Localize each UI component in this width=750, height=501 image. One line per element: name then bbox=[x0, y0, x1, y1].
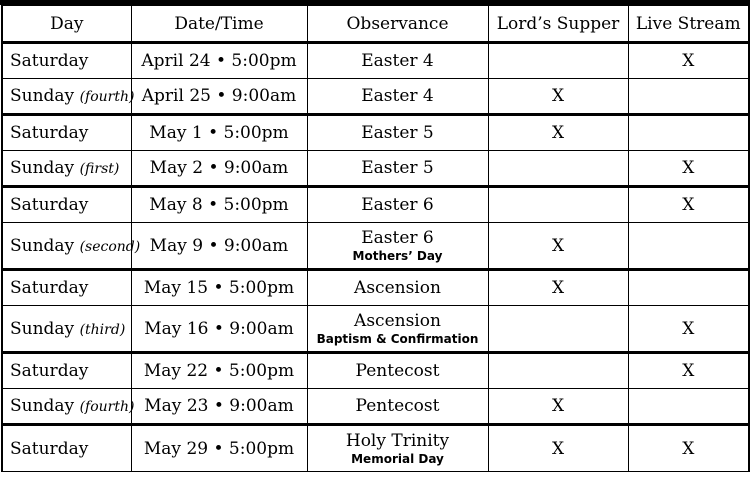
day-name: Sunday bbox=[10, 396, 80, 416]
observance-name: Holy Trinity bbox=[345, 430, 450, 451]
cell-observance bbox=[307, 353, 488, 389]
day-name: Saturday bbox=[10, 195, 89, 215]
worship-schedule-table bbox=[1, 5, 750, 472]
cell-lords-supper bbox=[488, 151, 628, 187]
day-name: Sunday bbox=[10, 235, 80, 256]
observance-name: Ascension bbox=[354, 278, 441, 298]
table-row bbox=[2, 306, 749, 353]
observance-name: Easter 4 bbox=[361, 86, 434, 106]
table-row bbox=[2, 79, 749, 115]
column-header-live-stream: Live Stream bbox=[628, 6, 749, 43]
observance-name: Pentecost bbox=[355, 396, 440, 416]
cell-live-stream bbox=[628, 115, 749, 151]
cell-day bbox=[2, 79, 135, 115]
cell-day bbox=[2, 389, 135, 425]
cell-live-stream bbox=[628, 223, 749, 270]
cell-day bbox=[2, 223, 141, 270]
cell-live-stream bbox=[628, 270, 749, 306]
cell-live-stream: X bbox=[628, 306, 749, 353]
day-name: Saturday bbox=[10, 438, 89, 459]
observance-name: Easter 6 bbox=[361, 195, 434, 215]
cell-live-stream: X bbox=[628, 187, 749, 223]
cell-datetime: May 15 • 5:00pm bbox=[131, 270, 307, 306]
cell-day bbox=[2, 270, 131, 306]
cell-day bbox=[2, 151, 131, 187]
cell-datetime: May 16 • 9:00am bbox=[131, 306, 307, 353]
cell-datetime: April 24 • 5:00pm bbox=[131, 43, 307, 79]
cell-observance bbox=[307, 151, 488, 187]
cell-lords-supper: X bbox=[488, 270, 628, 306]
observance-name: Easter 5 bbox=[361, 123, 434, 143]
observance-note: Memorial Day bbox=[351, 451, 444, 466]
column-header-lords-supper: Lord’s Supper bbox=[488, 6, 628, 43]
cell-observance bbox=[307, 43, 488, 79]
cell-observance bbox=[307, 223, 488, 270]
cell-lords-supper: X bbox=[488, 115, 628, 151]
cell-observance bbox=[307, 79, 488, 115]
table-row bbox=[2, 353, 749, 389]
observance-name: Easter 5 bbox=[361, 158, 434, 178]
cell-lords-supper bbox=[488, 353, 628, 389]
cell-live-stream bbox=[628, 79, 749, 115]
header-row bbox=[2, 6, 749, 43]
day-name: Saturday bbox=[10, 278, 89, 298]
cell-observance bbox=[307, 187, 488, 223]
cell-observance bbox=[307, 270, 488, 306]
day-name: Saturday bbox=[10, 361, 89, 381]
day-qualifier: (third) bbox=[79, 321, 126, 338]
day-qualifier: (fourth) bbox=[79, 89, 135, 105]
table-row bbox=[2, 223, 749, 270]
cell-live-stream: X bbox=[628, 353, 749, 389]
cell-live-stream: X bbox=[628, 151, 749, 187]
column-header-observance: Observance bbox=[307, 6, 488, 43]
cell-datetime: May 23 • 9:00am bbox=[131, 389, 307, 425]
cell-live-stream: X bbox=[628, 43, 749, 79]
cell-day bbox=[2, 115, 131, 151]
cell-lords-supper: X bbox=[488, 389, 628, 425]
cell-datetime: May 1 • 5:00pm bbox=[131, 115, 307, 151]
cell-datetime: May 9 • 9:00am bbox=[131, 223, 307, 270]
observance-name: Pentecost bbox=[355, 361, 440, 381]
cell-observance bbox=[307, 115, 488, 151]
cell-lords-supper: X bbox=[488, 79, 628, 115]
cell-day bbox=[2, 353, 131, 389]
cell-lords-supper bbox=[488, 43, 628, 79]
day-name: Sunday bbox=[10, 318, 80, 339]
day-name: Sunday bbox=[10, 86, 80, 106]
cell-datetime: May 8 • 5:00pm bbox=[131, 187, 307, 223]
cell-day bbox=[2, 43, 131, 79]
schedule-rows bbox=[2, 43, 749, 472]
cell-day bbox=[2, 187, 131, 223]
cell-live-stream bbox=[628, 389, 749, 425]
observance-note: Mothers’ Day bbox=[352, 248, 443, 263]
cell-observance bbox=[307, 389, 488, 425]
day-name: Saturday bbox=[10, 123, 89, 143]
cell-live-stream: X bbox=[628, 425, 749, 472]
day-name: Sunday bbox=[10, 158, 80, 178]
column-header-day: Day bbox=[2, 6, 131, 43]
observance-note: Baptism & Confirmation bbox=[316, 331, 479, 346]
cell-day bbox=[2, 425, 131, 472]
cell-observance bbox=[307, 425, 488, 472]
cell-datetime: May 22 • 5:00pm bbox=[131, 353, 307, 389]
table-row bbox=[2, 187, 749, 223]
observance-name: Ascension bbox=[354, 310, 441, 331]
day-qualifier: (second) bbox=[79, 238, 141, 255]
day-name: Saturday bbox=[10, 51, 89, 71]
table-row bbox=[2, 425, 749, 472]
cell-lords-supper bbox=[488, 187, 628, 223]
observance-name: Easter 4 bbox=[361, 51, 434, 71]
cell-lords-supper: X bbox=[488, 223, 628, 270]
day-qualifier: (first) bbox=[79, 161, 120, 177]
day-qualifier: (fourth) bbox=[79, 399, 135, 415]
cell-observance bbox=[307, 306, 488, 353]
cell-datetime: May 2 • 9:00am bbox=[131, 151, 307, 187]
table-row bbox=[2, 43, 749, 79]
column-header-datetime: Date/Time bbox=[131, 6, 307, 43]
cell-lords-supper bbox=[488, 306, 628, 353]
table-row bbox=[2, 115, 749, 151]
cell-datetime: April 25 • 9:00am bbox=[131, 79, 307, 115]
observance-name: Easter 6 bbox=[361, 227, 434, 248]
cell-day bbox=[2, 306, 131, 353]
cell-datetime: May 29 • 5:00pm bbox=[131, 425, 307, 472]
table-row bbox=[2, 270, 749, 306]
table-row bbox=[2, 151, 749, 187]
cell-lords-supper: X bbox=[488, 425, 628, 472]
table-row bbox=[2, 389, 749, 425]
